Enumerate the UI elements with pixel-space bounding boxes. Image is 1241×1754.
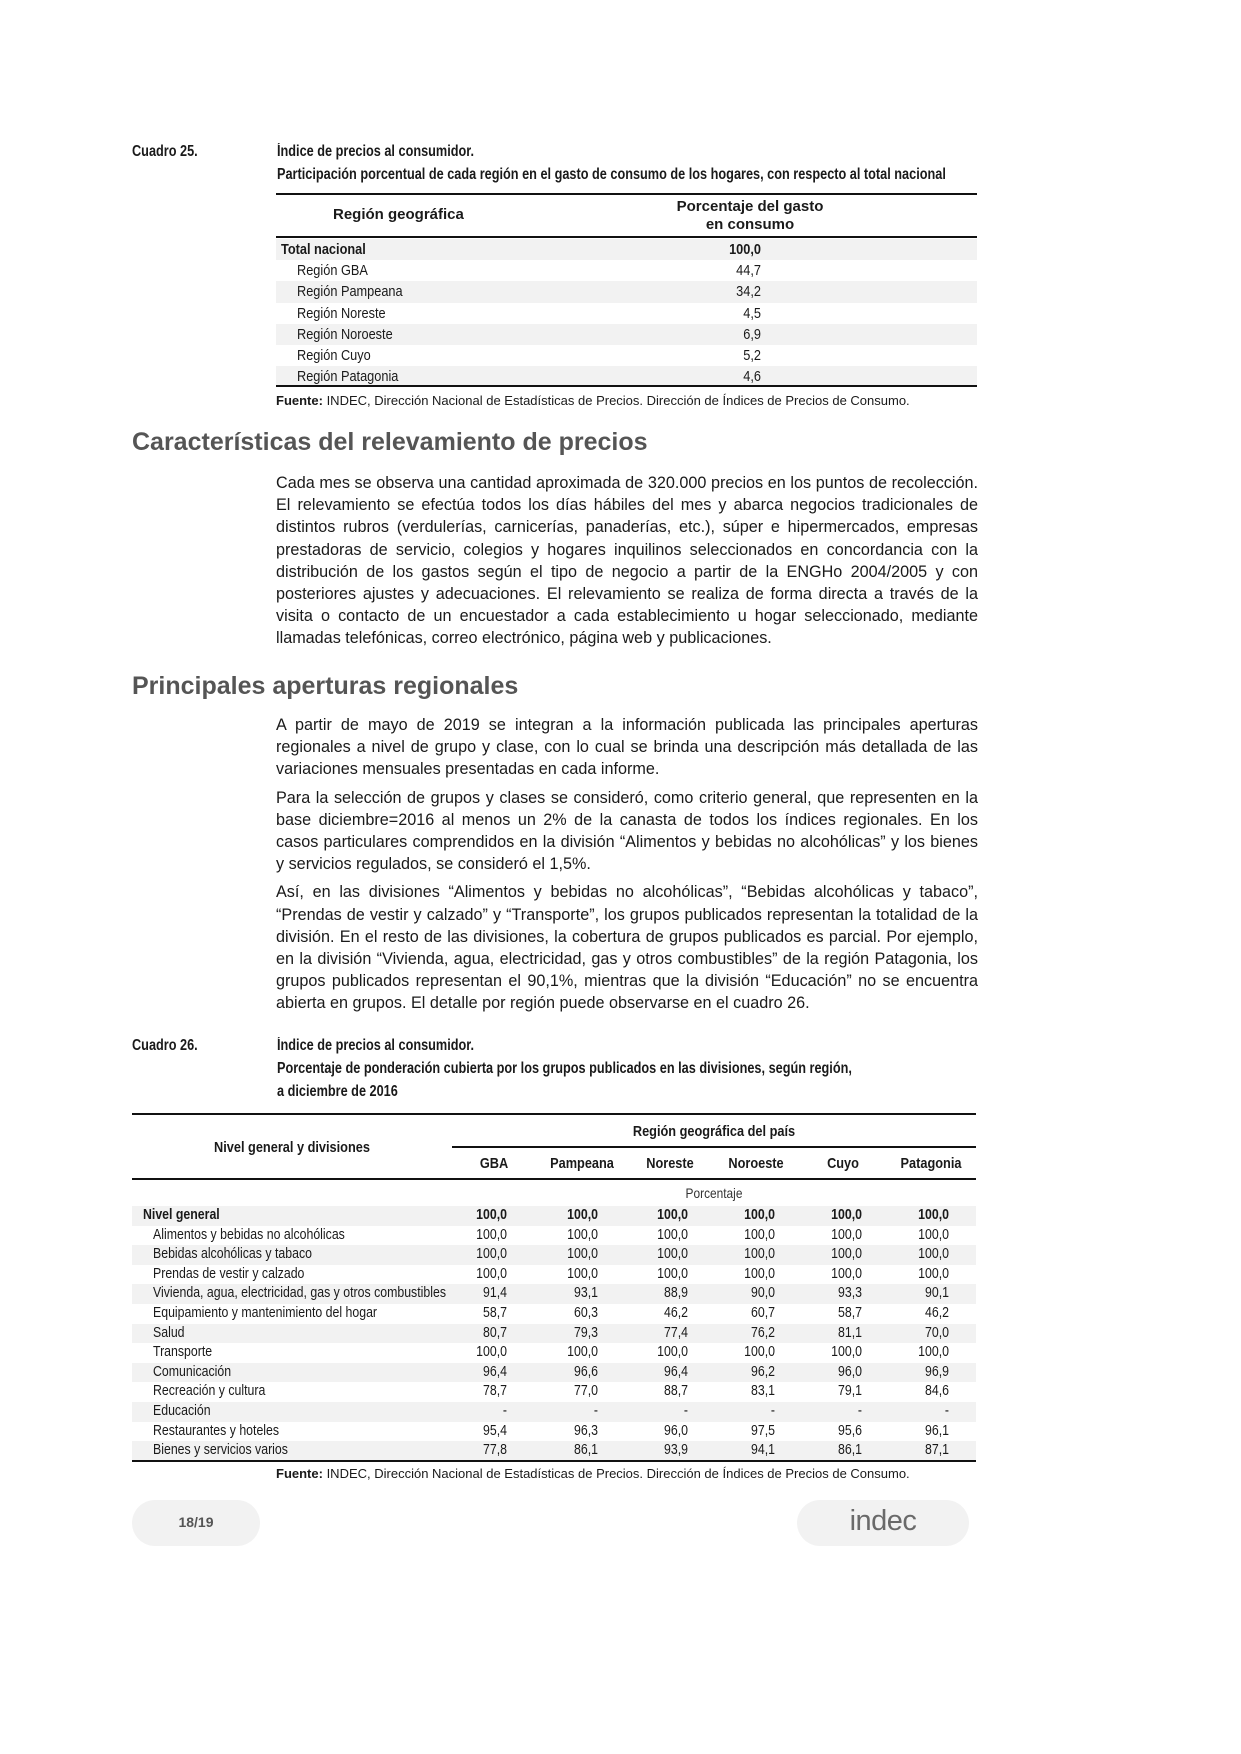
table-cell: 100,0 xyxy=(831,1344,862,1361)
cuadro26-title-line2: Porcentaje de ponderación cubierta por los grupos publicados en las divisiones, según región, xyxy=(277,1060,852,1077)
col-header-percentage-line2: en consumo xyxy=(705,216,795,233)
table-row-label: Región Pampeana xyxy=(297,283,403,301)
table-cell: 100,0 xyxy=(476,1344,507,1361)
table-cell: - xyxy=(770,1403,775,1419)
table-row-label: Región Patagonia xyxy=(297,368,399,386)
table-cell: 100,0 xyxy=(657,1265,688,1282)
table-row-label: Equipamiento y mantenimiento del hogar xyxy=(153,1305,378,1321)
table-row-label: Recreación y cultura xyxy=(153,1383,266,1400)
column-header-cuyo: Cuyo xyxy=(827,1155,859,1172)
table-row-value: 34,2 xyxy=(736,283,761,301)
table-row-label: Región GBA xyxy=(297,262,368,280)
table-row-label: Bebidas alcohólicas y tabaco xyxy=(153,1246,312,1263)
table-cell: 70,0 xyxy=(925,1324,949,1341)
unit-label: Porcentaje xyxy=(685,1185,743,1201)
table-cell: 87,1 xyxy=(925,1442,949,1459)
table-row-label: Alimentos y bebidas no alcohólicas xyxy=(153,1226,345,1243)
table-cell: 77,4 xyxy=(664,1324,688,1341)
cuadro25-source xyxy=(276,393,910,408)
source-text: INDEC, Dirección Nacional de Estadísticas de Precios. Dirección de Índices de Precios de Consumo. xyxy=(322,393,910,408)
table-cell: 93,9 xyxy=(664,1442,688,1459)
cuadro26-title-line3: a diciembre de 2016 xyxy=(277,1083,398,1100)
table-cell: 100,0 xyxy=(744,1226,775,1243)
table-row-value: 100,0 xyxy=(729,241,761,258)
table-cell: 100,0 xyxy=(918,1226,949,1243)
table-cell: 100,0 xyxy=(918,1344,949,1361)
column-header-patagonia: Patagonia xyxy=(900,1155,962,1172)
table-rule-header xyxy=(276,236,977,238)
table-rule-bottom xyxy=(132,1460,976,1462)
table-row-label: Prendas de vestir y calzado xyxy=(153,1265,305,1282)
table-cell: 83,1 xyxy=(751,1383,775,1400)
table-cell: 100,0 xyxy=(657,1246,688,1263)
table-rule-top xyxy=(132,1113,976,1115)
col-header-percentage xyxy=(650,198,850,234)
paragraph: Así, en las divisiones “Alimentos y bebidas no alcohólicas”, “Bebidas alcohólicas y tabaco”, “Prendas de vestir y calzado” y “Transporte”, los grupos publicados representan la totalidad de la división. En el resto de las divisiones, la cobertura de grupos publicados es parcial. Por ejemplo, en la división “Vivienda, agua, electricidad, gas y otros combustibles” de la región Patagonia, los grupos publicados representan el 90,1%, mientras que la división “Educación” no se encuentra abierta en grupos. El detalle por región puede observarse en el cuadro 26. xyxy=(276,883,978,1013)
table-cell: 100,0 xyxy=(918,1207,949,1223)
column-header-gba: GBA xyxy=(479,1155,509,1172)
table-rule-top xyxy=(276,193,977,195)
table-cell: - xyxy=(857,1403,862,1419)
table-cell: 88,7 xyxy=(664,1383,688,1400)
page-number: 18/19 xyxy=(178,1514,214,1530)
table-cell: 46,2 xyxy=(925,1305,949,1321)
table-cell: 94,1 xyxy=(751,1442,775,1459)
cuadro25-title-line1: Índice de precios al consumidor. xyxy=(277,143,475,160)
table-cell: 77,8 xyxy=(483,1442,507,1459)
table-cell: 100,0 xyxy=(831,1226,862,1243)
table-cell: 77,0 xyxy=(574,1383,598,1400)
table-row-label: Transporte xyxy=(153,1344,213,1361)
table-cell: 84,6 xyxy=(925,1383,949,1400)
table-row-label: Restaurantes y hoteles xyxy=(153,1422,280,1439)
indec-logo: indec xyxy=(849,1505,917,1537)
table-cell: 100,0 xyxy=(918,1265,949,1282)
table-cell: 93,1 xyxy=(574,1285,598,1302)
table-row-label: Vivienda, agua, electricidad, gas y otros combustibles xyxy=(153,1285,446,1302)
source-label: Fuente: xyxy=(276,393,323,408)
table-row-label: Región Noreste xyxy=(297,304,386,322)
table-cell: 100,0 xyxy=(567,1226,598,1243)
table-cell: 58,7 xyxy=(483,1305,507,1321)
table-cell: 76,2 xyxy=(751,1324,775,1341)
table-cell: 100,0 xyxy=(657,1226,688,1243)
source-text: INDEC, Dirección Nacional de Estadísticas de Precios. Dirección de Índices de Precios de Consumo. xyxy=(322,1466,910,1481)
section2-body xyxy=(276,714,978,1015)
table-cell: - xyxy=(502,1403,507,1419)
table-cell: 95,4 xyxy=(483,1422,507,1439)
table-cell: 96,2 xyxy=(751,1363,775,1380)
table-cell: 100,0 xyxy=(744,1344,775,1361)
table-cell: 79,1 xyxy=(838,1383,862,1400)
table-row-label: Educación xyxy=(153,1403,211,1419)
paragraph: Para la selección de grupos y clases se consideró, como criterio general, que representen en la base diciembre=2016 al menos un 2% de la canasta de todos los índices regionales. En los casos particulares comprendidos en la división “Alimentos y bebidas no alcohólicas” y los bienes y servicios regulados, se consideró el 1,5%. xyxy=(276,788,978,874)
table-cell: 100,0 xyxy=(831,1265,862,1282)
table-cell: 100,0 xyxy=(918,1246,949,1263)
table-cell: 79,3 xyxy=(574,1324,598,1341)
table-cell: 96,0 xyxy=(838,1363,862,1380)
logo-pill xyxy=(797,1500,969,1546)
table-cell: 58,7 xyxy=(838,1305,862,1321)
row-shade xyxy=(276,239,977,260)
table-cell: 95,6 xyxy=(838,1422,862,1439)
col-header-region: Región geográfica xyxy=(333,206,464,223)
table-row-label: Región Noroeste xyxy=(297,325,393,343)
table-cell: 91,4 xyxy=(483,1285,507,1302)
cuadro26-source xyxy=(276,1466,910,1481)
column-header-noroeste: Noroeste xyxy=(728,1155,784,1172)
table-cell: 100,0 xyxy=(567,1265,598,1282)
table-cell: 96,0 xyxy=(664,1422,688,1439)
table-cell: 100,0 xyxy=(657,1344,688,1361)
paragraph: Cada mes se observa una cantidad aproximada de 320.000 precios en los puntos de recolección. El relevamiento se efectúa todos los días hábiles del mes y abarca negocios tradicionales de distintos rubros (verdulerías, carnicerías, panaderías, etc.), súper e hipermercados, empresas prestadoras de servicio, colegios y hogares inquilinos seleccionados en concordancia con la distribución de los gastos según el tipo de negocio a partir de la ENGHo 2004/2005 y con posteriores ajustes y adecuaciones. El relevamiento se realiza de forma directa a través de la visita o contacto de un encuestador a cada establecimiento u hogar seleccionado, mediante llamadas telefónicas, correo electrónico, página web y publicaciones. xyxy=(276,474,978,648)
table-cell: 100,0 xyxy=(476,1207,507,1223)
table-cell: 100,0 xyxy=(831,1246,862,1263)
table-cell: 90,0 xyxy=(751,1285,775,1302)
table-row-label: Comunicación xyxy=(153,1363,232,1380)
table-cell: - xyxy=(683,1403,688,1419)
table-cell: 100,0 xyxy=(476,1265,507,1282)
table-rule-bottom xyxy=(276,385,977,387)
table-cell: 90,1 xyxy=(925,1285,949,1302)
table-cell: 60,7 xyxy=(751,1305,775,1321)
page-number-pill xyxy=(132,1500,260,1546)
table-row-label: Bienes y servicios varios xyxy=(153,1442,288,1459)
col-header-percentage-line1: Porcentaje del gasto xyxy=(676,198,824,215)
cuadro26-label: Cuadro 26. xyxy=(132,1037,198,1054)
cuadro26-title-line1: Índice de precios al consumidor. xyxy=(277,1037,475,1054)
table-row-value: 6,9 xyxy=(743,325,761,343)
section1-body xyxy=(276,472,978,650)
table-rule-header xyxy=(132,1178,976,1180)
col-header-divisions: Nivel general y divisiones xyxy=(214,1139,370,1156)
table-cell: 100,0 xyxy=(567,1344,598,1361)
table-cell: 100,0 xyxy=(476,1226,507,1243)
paragraph: A partir de mayo de 2019 se integran a la información publicada las principales aperturas regionales a nivel de grupo y clase, con lo cual se brinda una descripción más detallada de las variaciones mensuales presentadas en cada informe. xyxy=(276,716,978,779)
section-title-caracteristicas: Características del relevamiento de precios xyxy=(132,428,648,456)
table-cell: 60,3 xyxy=(574,1305,598,1321)
column-header-noreste: Noreste xyxy=(646,1155,694,1172)
table-cell: 93,3 xyxy=(838,1285,862,1302)
table-cell: 88,9 xyxy=(664,1285,688,1302)
table-cell: 100,0 xyxy=(476,1246,507,1263)
table-cell: 96,1 xyxy=(925,1422,949,1439)
table-cell: 96,4 xyxy=(483,1363,507,1380)
table-cell: 100,0 xyxy=(744,1246,775,1263)
table-cell: 97,5 xyxy=(751,1422,775,1439)
table-cell: 46,2 xyxy=(664,1305,688,1321)
table-cell: - xyxy=(944,1403,949,1419)
table-rule-group xyxy=(452,1146,976,1148)
table-row-label: Total nacional xyxy=(281,241,366,258)
table-row-value: 4,5 xyxy=(743,304,761,322)
table-cell: 86,1 xyxy=(838,1442,862,1459)
table-cell: 100,0 xyxy=(744,1265,775,1282)
table-row-label: Región Cuyo xyxy=(297,347,371,364)
table-cell: 78,7 xyxy=(483,1383,507,1400)
table-cell: 96,9 xyxy=(925,1363,949,1380)
table-cell: 86,1 xyxy=(574,1442,598,1459)
table-row-value: 44,7 xyxy=(736,262,761,280)
column-header-pampeana: Pampeana xyxy=(550,1155,614,1172)
table-cell: 96,6 xyxy=(574,1363,598,1380)
source-label: Fuente: xyxy=(276,1466,323,1481)
section-title-aperturas: Principales aperturas regionales xyxy=(132,672,519,700)
table-cell: 100,0 xyxy=(567,1207,598,1223)
table-cell: 100,0 xyxy=(567,1246,598,1263)
cuadro25-label: Cuadro 25. xyxy=(132,143,198,160)
cuadro25-title-line2: Participación porcentual de cada región en el gasto de consumo de los hogares, con respecto al total nacional xyxy=(277,166,946,183)
table-cell: - xyxy=(593,1403,598,1419)
table-row-value: 5,2 xyxy=(743,347,761,364)
table-row-value: 4,6 xyxy=(743,368,761,386)
table-cell: 81,1 xyxy=(838,1324,862,1341)
table-cell: 80,7 xyxy=(483,1324,507,1341)
col-group-header-region: Región geográfica del país xyxy=(632,1123,796,1140)
table-row-label: Salud xyxy=(153,1324,185,1341)
table-cell: 96,4 xyxy=(664,1363,688,1380)
table-cell: 100,0 xyxy=(657,1207,688,1223)
table-cell: 100,0 xyxy=(831,1207,862,1223)
table-cell: 100,0 xyxy=(744,1207,775,1223)
table-row-label: Nivel general xyxy=(143,1207,220,1223)
table-cell: 96,3 xyxy=(574,1422,598,1439)
